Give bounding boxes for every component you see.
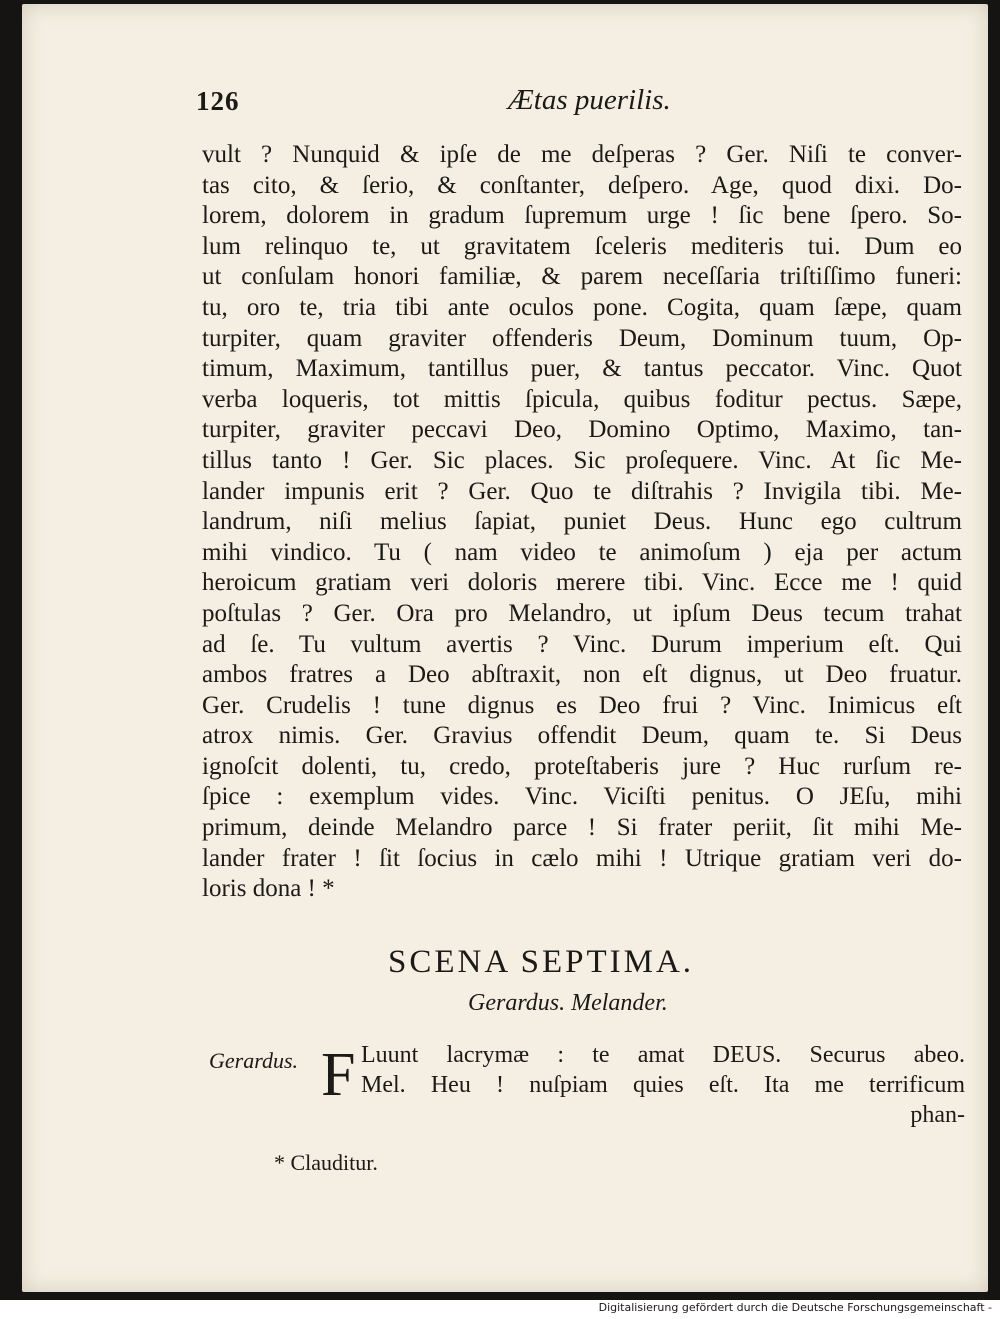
text-line: tillus tanto ! Ger. Sic places. Sic proſequere. Vinc. At ſic Me- xyxy=(202,446,962,474)
text-line: turpiter, graviter peccavi Deo, Domino Optimo, Maximo, tan- xyxy=(202,416,962,444)
body-text xyxy=(202,140,962,905)
footnote: * Clauditur. xyxy=(274,1150,378,1175)
drop-cap: F xyxy=(321,1041,356,1109)
scene-dialogue xyxy=(209,1040,965,1140)
text-line: lorem, dolorem in gradum ſupremum urge ! ſic bene ſpero. So- xyxy=(202,202,962,230)
page-number: 126 xyxy=(196,86,240,116)
text-line: ignoſcit dolenti, tu, credo, proteſtaberis jure ? Huc rurſum re- xyxy=(202,752,962,780)
speaker-name: Gerardus. xyxy=(209,1048,299,1073)
catchword: phan- xyxy=(910,1102,965,1128)
dialogue-line: Luunt lacrymæ : te amat DEUS. Securus abeo. xyxy=(361,1042,965,1068)
running-head: Ætas puerilis. xyxy=(508,84,671,116)
text-line: loris dona ! * xyxy=(202,875,335,903)
text-line: poſtulas ? Ger. Ora pro Melandro, ut ipſum Deus tecum trahat xyxy=(202,599,962,627)
text-line: lum relinquo te, ut gravitatem ſceleris mediteris tui. Dum eo xyxy=(202,232,962,260)
text-line: tas cito, & ſerio, & conſtanter, deſpero. Age, quod dixi. Do- xyxy=(202,171,962,199)
text-line: ad ſe. Tu vultum avertis ? Vinc. Durum imperium eſt. Qui xyxy=(202,630,962,658)
text-line: heroicum gratiam veri doloris merere tibi. Vinc. Ecce me ! quid xyxy=(202,569,962,597)
text-line: ut conſulam honori familiæ, & parem neceſſaria triſtiſſimo funeri: xyxy=(202,263,962,291)
text-line: verba loqueris, tot mittis ſpicula, quibus foditur pectus. Sæpe, xyxy=(202,385,962,413)
text-line: primum, deinde Melandro parce ! Si frater periit, ſit mihi Me- xyxy=(202,814,962,842)
book-page xyxy=(22,4,988,1292)
text-line: lander impunis erit ? Ger. Quo te diſtrahis ? Invigila tibi. Me- xyxy=(202,477,962,505)
scene-heading: SCENA SEPTIMA. xyxy=(388,944,695,980)
text-line: lander frater ! ſit ſocius in cælo mihi ! Utrique gratiam veri do- xyxy=(202,844,962,872)
text-line: landrum, niſi melius ſapiat, puniet Deus. Hunc ego cultrum xyxy=(202,508,962,536)
text-line: timum, Maximum, tantillus puer, & tantus peccator. Vinc. Quot xyxy=(202,355,962,383)
digitization-credit: Digitalisierung gefördert durch die Deutsche Forschungsgemeinschaft - xyxy=(598,1301,992,1314)
scene-characters: Gerardus. Melander. xyxy=(468,990,668,1016)
text-line: ſpice : exemplum vides. Vinc. Viciſti penitus. O JEſu, mihi xyxy=(202,783,962,811)
text-line: tu, oro te, tria tibi ante oculos pone. Cogita, quam ſæpe, quam xyxy=(202,293,962,321)
text-line: vult ? Nunquid & ipſe de me deſperas ? Ger. Niſi te conver- xyxy=(202,141,962,168)
dialogue-line: Mel. Heu ! nuſpiam quies eſt. Ita me terrificum xyxy=(361,1072,965,1098)
text-line: turpiter, quam graviter offenderis Deum, Dominum tuum, Op- xyxy=(202,324,962,352)
text-line: Ger. Crudelis ! tune dignus es Deo frui ? Vinc. Inimicus eſt xyxy=(202,691,962,719)
text-line: atrox nimis. Ger. Gravius offendit Deum, quam te. Si Deus xyxy=(202,722,962,750)
text-line: mihi vindico. Tu ( nam video te animoſum ) eja per actum xyxy=(202,538,962,566)
text-line: ambos fratres a Deo abſtraxit, non eſt dignus, ut Deo fruatur. xyxy=(202,661,962,689)
